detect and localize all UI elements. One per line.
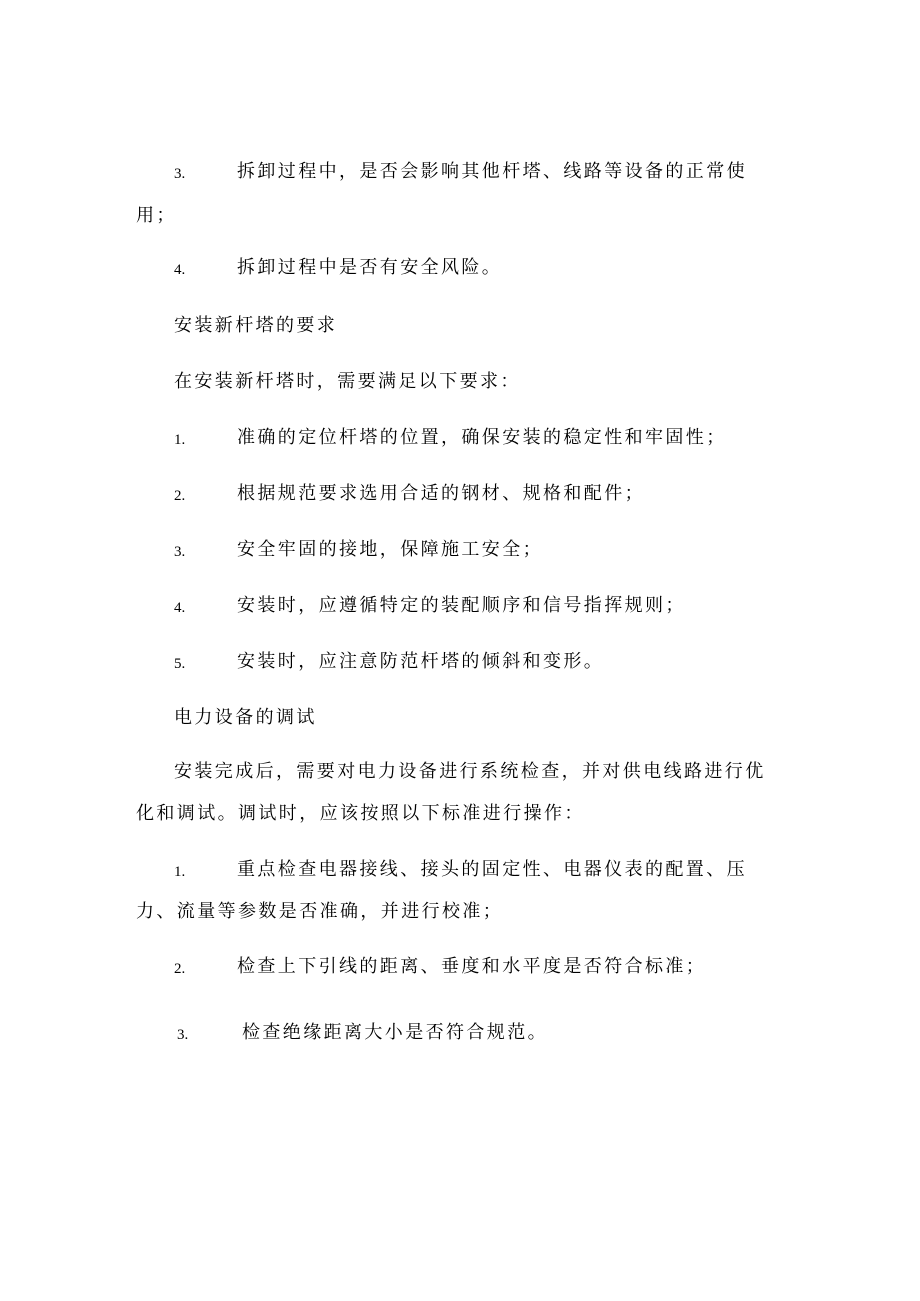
list-item-text: 安全牢固的接地，保障施工安全； [237, 539, 543, 560]
list-item-text: 安装时，应注意防范杆塔的倾斜和变形。 [237, 651, 605, 672]
list-number: 3. [177, 1027, 189, 1043]
list-item-text: 检查上下引线的距离、垂度和水平度是否符合标准； [237, 956, 707, 977]
list-number: 3. [174, 544, 186, 560]
list-number: 2. [174, 961, 186, 977]
list-number: 5. [174, 656, 186, 672]
list-item-text: 根据规范要求选用合适的钢材、规格和配件； [237, 483, 645, 504]
list-item-text: 拆卸过程中，是否会影响其他杆塔、线路等设备的正常使 [237, 161, 747, 182]
list-number: 1. [174, 864, 186, 880]
list-item-text: 重点检查电器接线、接头的固定性、电器仪表的配置、压 [237, 859, 747, 880]
list-number: 2. [174, 488, 186, 504]
list-item-text: 安装时，应遵循特定的装配顺序和信号指挥规则； [237, 595, 686, 616]
list-number: 4. [174, 600, 186, 616]
section-heading: 电力设备的调试 [174, 707, 317, 728]
list-number: 1. [174, 432, 186, 448]
list-item-text: 拆卸过程中是否有安全风险。 [237, 257, 503, 278]
list-item-text: 检查绝缘距离大小是否符合规范。 [242, 1022, 548, 1043]
list-item-text-continued: 力、流量等参数是否准确，并进行校准； [136, 901, 504, 922]
list-number: 3. [174, 166, 186, 182]
list-item-text-continued: 用； [136, 205, 177, 226]
list-number: 4. [174, 262, 186, 278]
section-intro: 安装完成后，需要对电力设备进行系统检查，并对供电线路进行优 [174, 761, 766, 782]
list-item-text: 准确的定位杆塔的位置，确保安装的稳定性和牢固性； [237, 427, 727, 448]
section-intro-continued: 化和调试。调试时，应该按照以下标准进行操作： [136, 803, 585, 824]
section-heading: 安装新杆塔的要求 [174, 315, 338, 336]
section-intro: 在安装新杆塔时，需要满足以下要求： [174, 371, 521, 392]
